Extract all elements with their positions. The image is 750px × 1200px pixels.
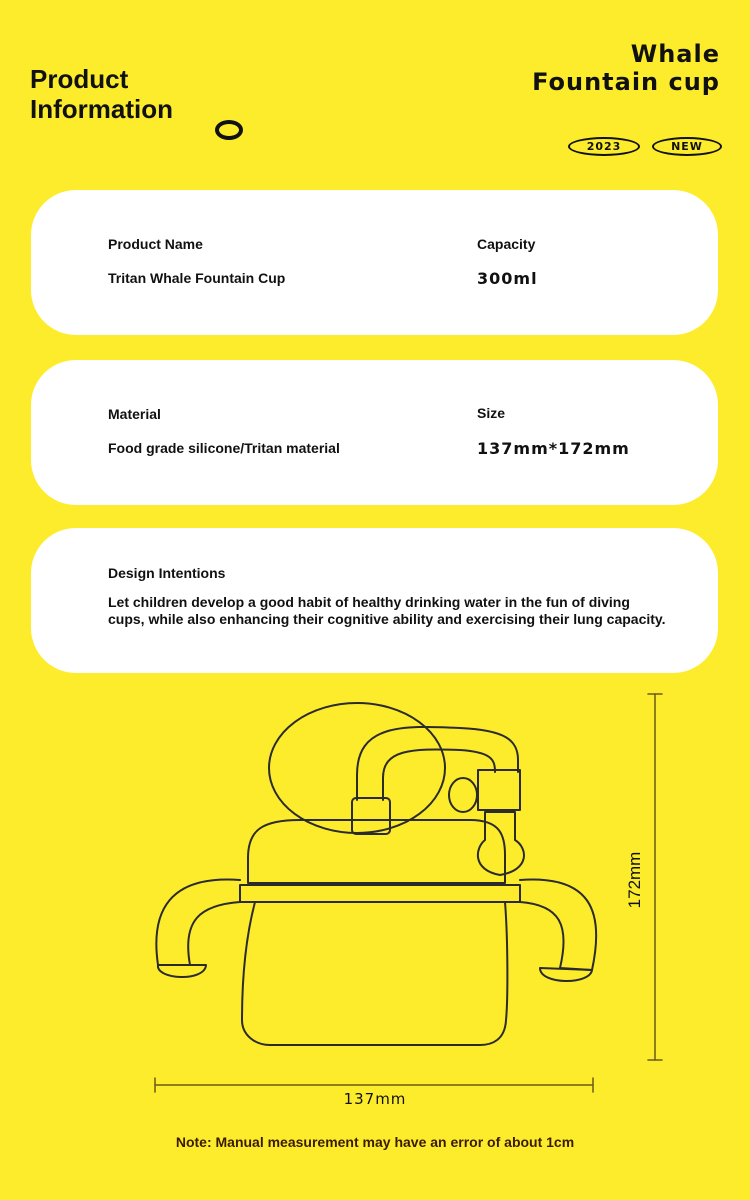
height-dimension-label: 172mm bbox=[625, 851, 644, 909]
info-card-design bbox=[31, 528, 718, 673]
lid-band bbox=[240, 885, 520, 902]
product-name-label: Product Name bbox=[108, 236, 203, 252]
info-card-name-capacity bbox=[31, 190, 718, 335]
width-dimension-label: 137mm bbox=[343, 1090, 407, 1108]
year-badge: 2023 bbox=[568, 137, 640, 156]
height-dimension-line bbox=[648, 694, 662, 1060]
handle-right bbox=[520, 880, 596, 970]
size-value: 137mm*172mm bbox=[477, 439, 630, 458]
material-label: Material bbox=[108, 406, 161, 422]
size-label: Size bbox=[477, 405, 506, 421]
cup-body bbox=[242, 902, 507, 1045]
handle-left-tip bbox=[158, 965, 206, 977]
straw-bulb bbox=[478, 812, 524, 875]
capacity-label: Capacity bbox=[477, 236, 536, 252]
straw-clip bbox=[449, 778, 477, 812]
product-name-value: Tritan Whale Fountain Cup bbox=[108, 270, 286, 286]
measurement-note: Note: Manual measurement may have an error of about 1cm bbox=[175, 1134, 575, 1150]
design-label: Design Intentions bbox=[108, 565, 226, 581]
handle-right-tip bbox=[540, 968, 592, 981]
new-badge: NEW bbox=[652, 137, 722, 156]
capacity-value: 300ml bbox=[477, 269, 538, 288]
page-title bbox=[30, 64, 173, 124]
info-card-material-size bbox=[31, 360, 718, 505]
design-text: Let children develop a good habit of healthy drinking water in the fun of diving cups, while also enhancing their cognitive ability and exercising their lung capacity. bbox=[108, 594, 666, 627]
page-title-line2: Information bbox=[30, 94, 173, 124]
page-title-line1: Product bbox=[30, 64, 129, 94]
handle-left bbox=[156, 880, 240, 965]
material-value: Food grade silicone/Tritan material bbox=[108, 440, 340, 456]
straw-ring bbox=[478, 770, 520, 810]
product-title-line2: Fountain cup bbox=[532, 68, 720, 96]
cup-lid bbox=[248, 820, 505, 883]
spout-base bbox=[352, 798, 390, 834]
product-title-line1: Whale bbox=[630, 40, 720, 68]
product-title bbox=[532, 40, 720, 96]
ring-ornament bbox=[215, 120, 243, 140]
